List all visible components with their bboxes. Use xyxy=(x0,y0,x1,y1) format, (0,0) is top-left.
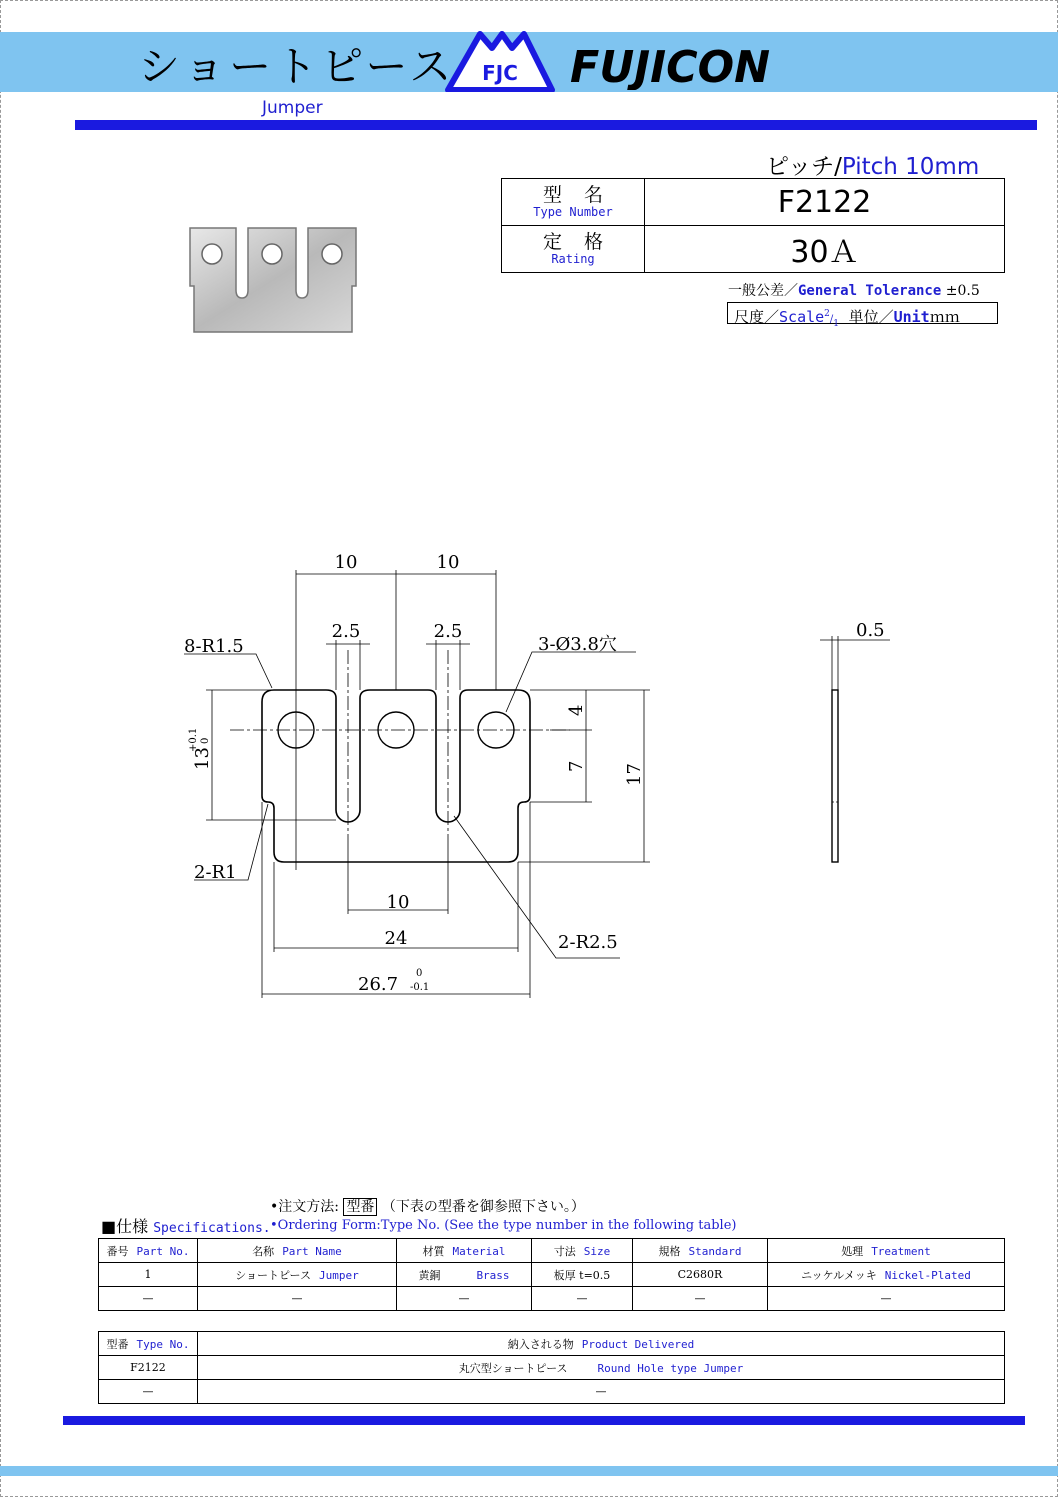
corner-radius-note: 8-R1.5 xyxy=(184,636,244,657)
type-number-value: F2122 xyxy=(645,179,1005,226)
ordering-note-en: •Ordering Form:Type No. (See the type number in the following table) xyxy=(270,1218,737,1233)
scale-unit-box: 尺度$/Scale^2/_1$ 単位／Unitｍｍ xyxy=(727,302,998,324)
top-rule xyxy=(75,120,1037,130)
type-number-label: 型名 Type Number xyxy=(502,179,645,226)
page-title: ショートピース xyxy=(138,42,456,91)
hole-note: 3-Ø3.8穴 xyxy=(538,634,617,655)
tol-13-lower: 0 xyxy=(200,737,211,744)
pitch-label-jp: ピッチ/ xyxy=(766,154,842,180)
type-table xyxy=(501,178,1005,273)
dim-7: 7 xyxy=(566,760,587,772)
product-photo xyxy=(184,222,364,338)
tol-13-upper: +0.1 xyxy=(188,727,199,752)
spec-header-row xyxy=(99,1239,1005,1263)
dim-slot-a: 2.5 xyxy=(331,621,361,642)
spec-table xyxy=(98,1238,1005,1311)
dim-height-13: 13 xyxy=(192,747,213,770)
tol-width-upper: 0 xyxy=(416,968,423,979)
table-row: F2122 丸穴型ショートピース Round Hole type Jumper xyxy=(99,1356,1005,1380)
table-row: 1 ショートピース Jumper 黄銅 Brass 板厚 t=0.5 C2680R ニッケルメッキ Nickel-Plated xyxy=(99,1263,1005,1287)
general-tolerance: 一般公差／General Tolerance ±0.5 xyxy=(728,283,980,299)
dim-17: 17 xyxy=(624,763,645,786)
ordering-note-jp: •注文方法: 型番 （下表の型番を御参照下さい。） xyxy=(270,1199,585,1215)
bottom-rule xyxy=(63,1416,1025,1425)
dim-pitch-b: 10 xyxy=(436,552,460,573)
dim-slot-spacing: 10 xyxy=(386,892,410,913)
rating-label: 定格 Rating xyxy=(502,226,645,273)
footer-band xyxy=(0,1466,1058,1476)
spec-header-cell: 番号 Part No. xyxy=(99,1239,198,1263)
dim-width: 26.7 xyxy=(358,974,399,995)
technical-drawing xyxy=(150,540,910,1010)
fjc-logo xyxy=(440,30,556,92)
pitch-label-en: Pitch 10mm xyxy=(841,154,980,180)
page-subtitle: Jumper xyxy=(262,98,323,118)
spec-header-cell: 名称 Part Name xyxy=(198,1239,397,1263)
spec-header-cell: 寸法 Size xyxy=(532,1239,633,1263)
fjc-badge-text: FJC xyxy=(482,61,518,85)
dim-4: 4 xyxy=(566,704,587,716)
table-row: — — — — — — xyxy=(99,1287,1005,1311)
table-row: — — xyxy=(99,1380,1005,1404)
spec-header-cell: 規格 Standard xyxy=(633,1239,768,1263)
slot-radius-note: 2-R2.5 xyxy=(558,932,618,953)
pitch-label xyxy=(766,148,979,181)
delivery-header-row: 型番 Type No. 納入される物 Product Delivered xyxy=(99,1332,1005,1356)
rating-value: 30Ａ xyxy=(645,226,1005,273)
dim-pitch-a: 10 xyxy=(334,552,358,573)
tol-width-lower: -0.1 xyxy=(410,982,430,993)
notch-radius-note: 2-R1 xyxy=(194,862,237,883)
dim-24: 24 xyxy=(384,928,408,949)
dim-thickness: 0.5 xyxy=(856,620,885,641)
spec-title: ■仕様 Specifications. xyxy=(101,1217,271,1236)
spec-header-cell: 処理 Treatment xyxy=(768,1239,1005,1263)
fujicon-logo xyxy=(566,36,776,90)
spec-header-cell: 材質 Material xyxy=(397,1239,532,1263)
dim-slot-b: 2.5 xyxy=(433,621,463,642)
delivery-table xyxy=(98,1331,1005,1404)
fujicon-brand-text: FUJICON xyxy=(570,42,770,90)
